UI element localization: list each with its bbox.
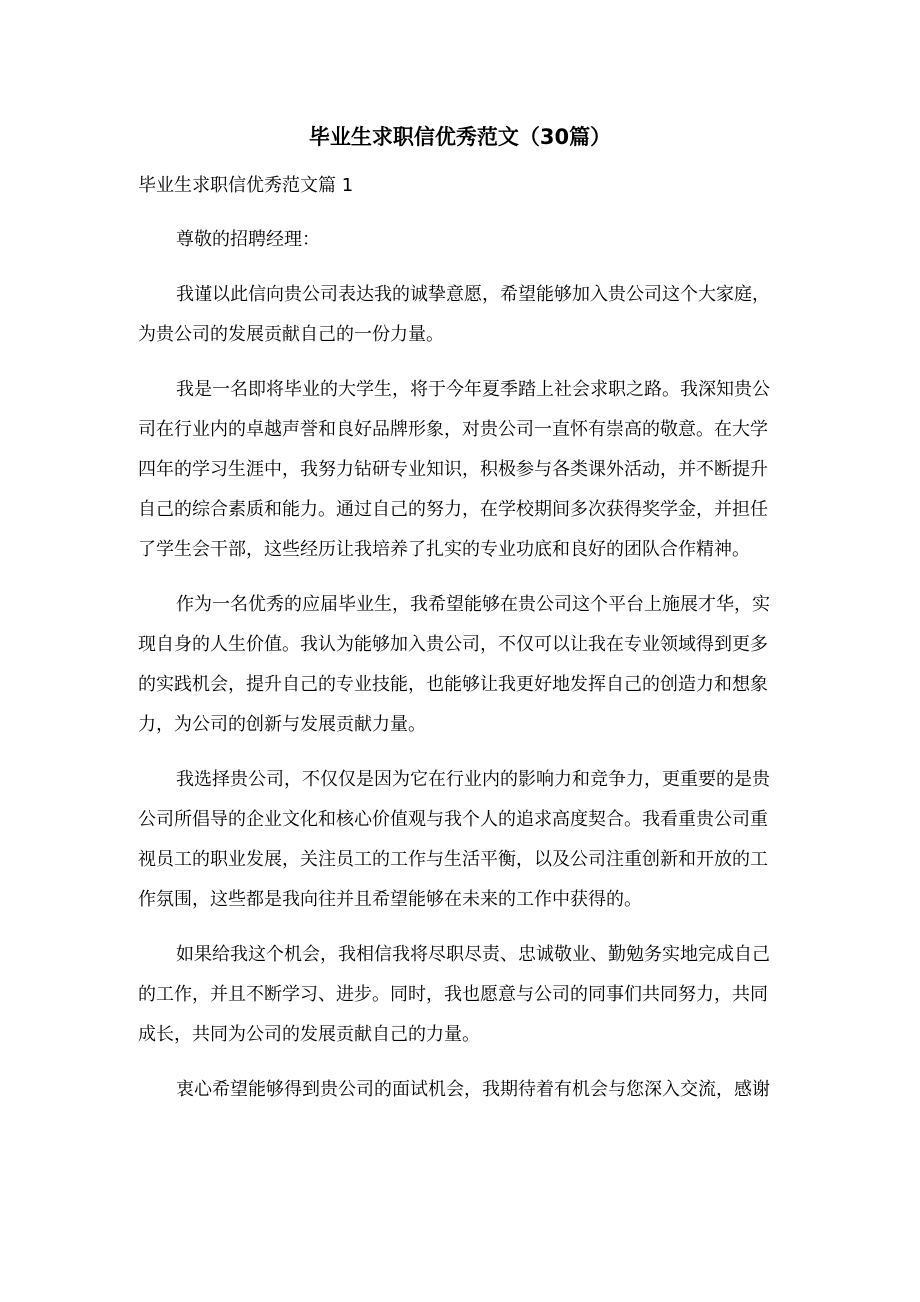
paragraph xyxy=(138,1070,782,1110)
text-line: 我是一名即将毕业的大学生，将于今年夏季踏上社会求职之路。我深知贵公 xyxy=(176,379,770,400)
text-line: 作氛围，这些都是我向往并且希望能够在未来的工作中获得的。 xyxy=(138,889,642,910)
paragraph xyxy=(138,585,782,745)
letter-body xyxy=(138,220,782,1125)
text-line: 司在行业内的卓越声誉和良好品牌形象，对贵公司一直怀有崇高的敬意。在大学 xyxy=(138,419,768,440)
text-line: 尊敬的招聘经理： xyxy=(176,229,320,250)
text-line: 如果给我这个机会，我相信我将尽职尽责、忠诚敬业、勤勉务实地完成自己 xyxy=(176,944,770,965)
text-line: 的工作，并且不断学习、进步。同时，我也愿意与公司的同事们共同努力，共同 xyxy=(138,984,768,1005)
text-line: 衷心希望能够得到贵公司的面试机会，我期待着有机会与您深入交流，感谢 xyxy=(176,1079,770,1100)
salutation xyxy=(138,220,782,260)
text-line: 我选择贵公司，不仅仅是因为它在行业内的影响力和竞争力，更重要的是贵 xyxy=(176,769,770,790)
paragraph xyxy=(138,760,782,920)
text-line: 视员工的职业发展，关注员工的工作与生活平衡，以及公司注重创新和开放的工 xyxy=(138,849,768,870)
text-line: 现自身的人生价值。我认为能够加入贵公司，不仅可以让我在专业领域得到更多 xyxy=(138,634,768,655)
section-heading: 毕业生求职信优秀范文篇 1 xyxy=(138,175,354,196)
text-line: 力，为公司的创新与发展贡献力量。 xyxy=(138,714,426,735)
paragraph xyxy=(138,935,782,1055)
document-title: 毕业生求职信优秀范文（30篇） xyxy=(308,125,612,149)
text-line: 自己的综合素质和能力。通过自己的努力，在学校期间多次获得奖学金，并担任 xyxy=(138,499,768,520)
paragraph xyxy=(138,370,782,570)
text-line: 为贵公司的发展贡献自己的一份力量。 xyxy=(138,324,444,345)
text-line: 作为一名优秀的应届毕业生，我希望能够在贵公司这个平台上施展才华，实 xyxy=(176,594,770,615)
text-line: 了学生会干部，这些经历让我培养了扎实的专业功底和良好的团队合作精神。 xyxy=(138,539,750,560)
paragraph xyxy=(138,275,782,355)
text-line: 我谨以此信向贵公司表达我的诚挚意愿，希望能够加入贵公司这个大家庭， xyxy=(176,284,770,305)
text-line: 成长，共同为公司的发展贡献自己的力量。 xyxy=(138,1024,480,1045)
text-line: 公司所倡导的企业文化和核心价值观与我个人的追求高度契合。我看重贵公司重 xyxy=(138,809,768,830)
text-line: 的实践机会，提升自己的专业技能，也能够让我更好地发挥自己的创造力和想象 xyxy=(138,674,768,695)
text-line: 四年的学习生涯中，我努力钻研专业知识，积极参与各类课外活动，并不断提升 xyxy=(138,459,768,480)
